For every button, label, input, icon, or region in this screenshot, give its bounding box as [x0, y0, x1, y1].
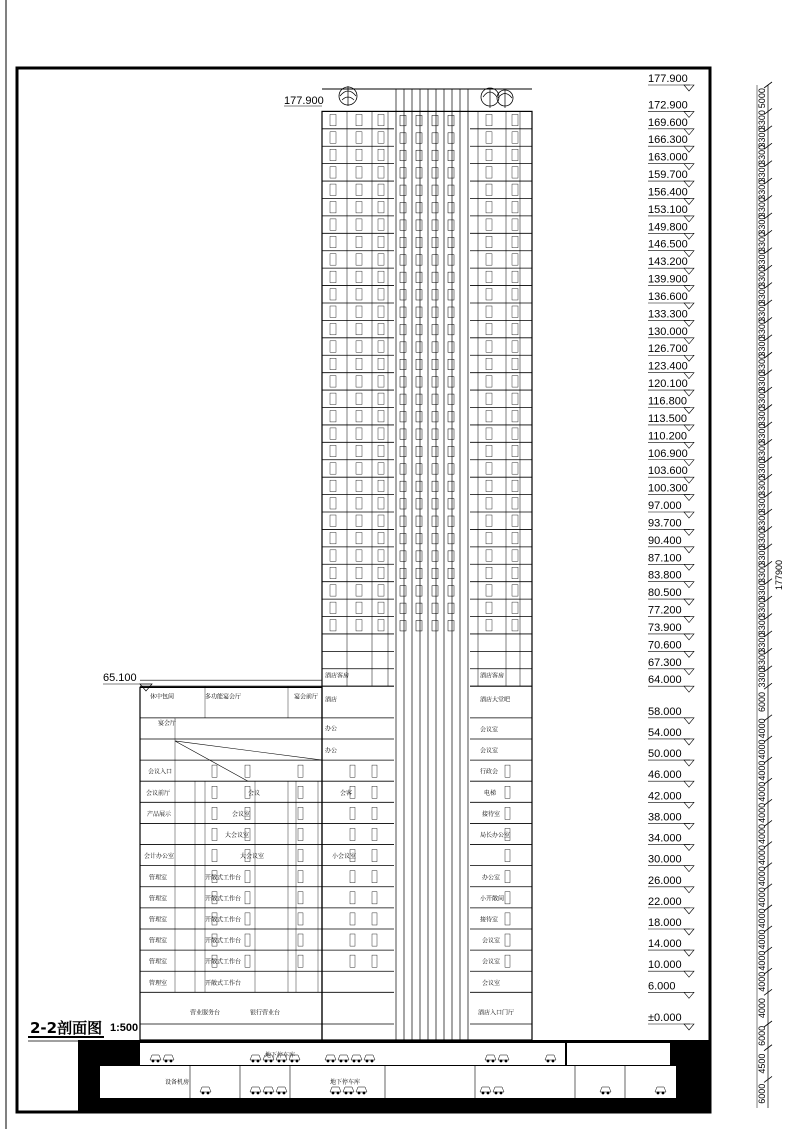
dimension-label: 4000 [757, 823, 767, 844]
room-label: 地下停车库 [330, 1079, 361, 1086]
dimension-label: 3300 [757, 319, 767, 340]
dimension-label: 3300 [757, 353, 767, 374]
svg-text:80.500: 80.500 [648, 587, 682, 600]
svg-text:166.300: 166.300 [648, 134, 688, 147]
dimension-label: 3300 [757, 110, 767, 131]
room-label: 办公室 [482, 874, 501, 882]
dimension-label: 3300 [757, 249, 767, 270]
svg-text:±0.000: ±0.000 [648, 1012, 682, 1024]
svg-text:120.100: 120.100 [648, 378, 688, 391]
svg-text:172.900: 172.900 [648, 99, 688, 112]
drawing-title: 2-2剖面图 [30, 1019, 103, 1037]
dimension-label: 3300 [757, 214, 767, 235]
room-label: 会客 [340, 789, 353, 797]
room-label: 管理室 [149, 895, 168, 903]
svg-text:149.800: 149.800 [648, 221, 688, 234]
dimension-label: 3300 [757, 406, 767, 427]
dimension-label: 3300 [757, 475, 767, 496]
svg-text:113.500: 113.500 [648, 412, 687, 425]
room-label: 开敞式工作台 [205, 895, 242, 903]
room-label: 办公 [325, 747, 338, 755]
room-label: 管理室 [149, 916, 168, 924]
dimension-label: 3300 [757, 458, 767, 479]
room-label: 局长办公室 [480, 832, 511, 840]
dimension-label: 3300 [757, 650, 767, 671]
svg-text:34.000: 34.000 [648, 832, 682, 845]
dimension-label: 4000 [757, 887, 767, 908]
svg-text:14.000: 14.000 [648, 938, 682, 951]
dimension-label: 4000 [757, 866, 767, 887]
dimension-label: 4000 [757, 802, 767, 823]
svg-text:116.800: 116.800 [648, 395, 687, 408]
room-label: 管理室 [149, 937, 168, 945]
room-label: 休中包间 [150, 693, 175, 701]
dimension-label: 3300 [757, 528, 767, 549]
dimension-label: 4000 [757, 929, 767, 950]
svg-text:159.700: 159.700 [648, 169, 688, 182]
dimension-label: 3300 [757, 284, 767, 305]
room-label: 酒店 [325, 696, 338, 704]
room-label: 办公 [325, 725, 338, 733]
svg-text:6.000: 6.000 [648, 980, 676, 993]
dimension-label: 4500 [757, 1053, 767, 1074]
dimension-label: 4000 [757, 908, 767, 929]
svg-text:146.500: 146.500 [648, 238, 688, 251]
dimension-label: 3300 [757, 667, 767, 688]
dimension-label: 3300 [757, 423, 767, 444]
svg-text:139.900: 139.900 [648, 273, 688, 286]
room-label: 银行营业台 [250, 1009, 281, 1017]
room-label: 小开敞间 [480, 895, 505, 903]
svg-text:18.000: 18.000 [648, 916, 682, 929]
dimension-label: 6000 [757, 1025, 767, 1046]
dimension-label: 3300 [757, 441, 767, 462]
dimension-label: 3300 [757, 266, 767, 287]
dimension-label: 3300 [757, 231, 767, 253]
svg-text:50.000: 50.000 [648, 748, 682, 761]
room-label: 多功能宴会厅 [205, 693, 242, 701]
svg-text:177.900: 177.900 [648, 73, 688, 85]
svg-text:156.400: 156.400 [648, 186, 688, 199]
svg-text:133.300: 133.300 [648, 308, 688, 321]
svg-text:87.100: 87.100 [648, 552, 682, 565]
svg-text:64.000: 64.000 [648, 674, 682, 687]
room-label: 开敞式工作台 [205, 979, 242, 987]
room-label: 会议 [248, 789, 261, 797]
room-label: 会议入口 [148, 768, 173, 776]
dimension-label: 4000 [757, 998, 767, 1019]
dimension-label: 6000 [757, 691, 767, 713]
dimension-label: 3300 [757, 336, 767, 357]
tower-top-elevation: 177.900 [284, 95, 324, 107]
room-label: 会议室 [232, 810, 251, 818]
svg-text:123.400: 123.400 [648, 360, 688, 373]
dimension-label: 3300 [757, 144, 767, 165]
dimension-label: 3300 [757, 179, 767, 200]
dimension-label: 4000 [757, 739, 767, 760]
dimension-label: 4000 [757, 718, 767, 739]
room-label: 会议前厅 [146, 789, 171, 797]
svg-text:73.900: 73.900 [648, 621, 682, 634]
room-label: 小会议室 [332, 853, 357, 861]
room-label: 接待室 [480, 916, 499, 924]
dimension-label: 4000 [757, 845, 767, 866]
dimension-label: 3300 [757, 493, 767, 514]
room-label: 管理室 [149, 979, 168, 987]
room-label: 会议室 [480, 747, 499, 755]
svg-text:70.600: 70.600 [648, 639, 682, 652]
svg-text:10.000: 10.000 [648, 959, 682, 972]
svg-text:67.300: 67.300 [648, 656, 682, 669]
dimension-label: 3300 [757, 510, 767, 531]
room-label: 开敞式工作台 [205, 874, 242, 882]
dimension-label: 4000 [757, 971, 767, 992]
dimension-label: 3300 [757, 301, 767, 322]
svg-text:77.200: 77.200 [648, 604, 682, 617]
dimension-label: 3300 [757, 127, 767, 148]
svg-text:46.000: 46.000 [648, 769, 682, 782]
dimension-label: 3300 [757, 597, 767, 618]
room-label: 产品展示 [147, 810, 172, 818]
svg-text:103.600: 103.600 [648, 465, 688, 478]
svg-text:42.000: 42.000 [648, 790, 682, 803]
room-label: 电梯 [484, 789, 497, 797]
svg-text:100.300: 100.300 [648, 482, 688, 495]
room-label: 设备机房 [165, 1079, 190, 1086]
room-label: 会议室 [482, 958, 501, 966]
svg-text:153.100: 153.100 [648, 203, 688, 216]
dimension-label: 4000 [757, 760, 767, 781]
room-label: 酒店入口门厅 [478, 1009, 515, 1017]
room-label: 地下停车库 [265, 1052, 296, 1059]
room-label: 管理室 [149, 874, 168, 882]
dimension-label: 3300 [757, 388, 767, 409]
total-height-label: 177900 [774, 559, 784, 590]
room-label: 宴会厅 [158, 720, 177, 728]
room-label: 行政会 [480, 768, 499, 776]
svg-text:169.600: 169.600 [648, 116, 688, 129]
svg-text:126.700: 126.700 [648, 343, 688, 356]
room-label: 酒店客房 [480, 672, 505, 680]
room-label: 开敞式工作台 [205, 916, 242, 924]
svg-text:130.000: 130.000 [648, 325, 688, 338]
room-label: 开敞式工作台 [205, 958, 242, 966]
dimension-label: 4000 [757, 950, 767, 971]
svg-text:54.000: 54.000 [648, 726, 682, 739]
dimension-label: 6000 [757, 1083, 767, 1104]
svg-text:83.800: 83.800 [648, 569, 682, 582]
room-label: 开敞式工作台 [205, 937, 242, 945]
dimension-label: 3300 [757, 562, 767, 583]
room-label: 管理室 [149, 958, 168, 966]
dimension-label: 3300 [757, 580, 767, 601]
dimension-label: 3300 [757, 162, 767, 183]
dimension-label: 3300 [757, 615, 767, 636]
drawing-scale: 1:500 [110, 1022, 139, 1034]
dimension-label: 5000 [757, 88, 767, 109]
svg-text:58.000: 58.000 [648, 705, 682, 718]
dimension-label: 4000 [757, 781, 767, 802]
svg-text:106.900: 106.900 [648, 447, 688, 460]
room-label: 酒店大堂吧 [480, 696, 511, 704]
room-label: 会议室 [480, 726, 499, 734]
room-label: 宴会前厅 [294, 693, 319, 701]
svg-text:38.000: 38.000 [648, 811, 682, 824]
room-label: 会议室 [482, 937, 501, 945]
room-label: 会计办公室 [144, 853, 175, 861]
dimension-label: 3300 [757, 371, 767, 392]
room-label: 大会议室 [225, 832, 250, 840]
room-label: 酒店客房 [325, 672, 350, 680]
svg-text:97.000: 97.000 [648, 500, 682, 513]
dimension-label: 3300 [757, 197, 767, 218]
room-label: 营业服务台 [190, 1009, 221, 1017]
svg-text:163.000: 163.000 [648, 151, 688, 164]
room-label: 大会议室 [240, 853, 265, 861]
room-label: 接待室 [482, 810, 501, 818]
podium-top-elevation: 65.100 [103, 672, 137, 684]
svg-text:22.000: 22.000 [648, 895, 682, 908]
svg-text:136.600: 136.600 [648, 290, 688, 303]
svg-text:30.000: 30.000 [648, 853, 682, 866]
svg-text:26.000: 26.000 [648, 874, 682, 887]
svg-text:90.400: 90.400 [648, 534, 682, 547]
svg-text:93.700: 93.700 [648, 517, 682, 530]
dimension-label: 3300 [757, 632, 767, 653]
room-label: 会议室 [482, 979, 501, 987]
svg-text:143.200: 143.200 [648, 256, 688, 269]
dimension-label: 3300 [757, 545, 767, 566]
svg-text:110.200: 110.200 [648, 430, 687, 443]
